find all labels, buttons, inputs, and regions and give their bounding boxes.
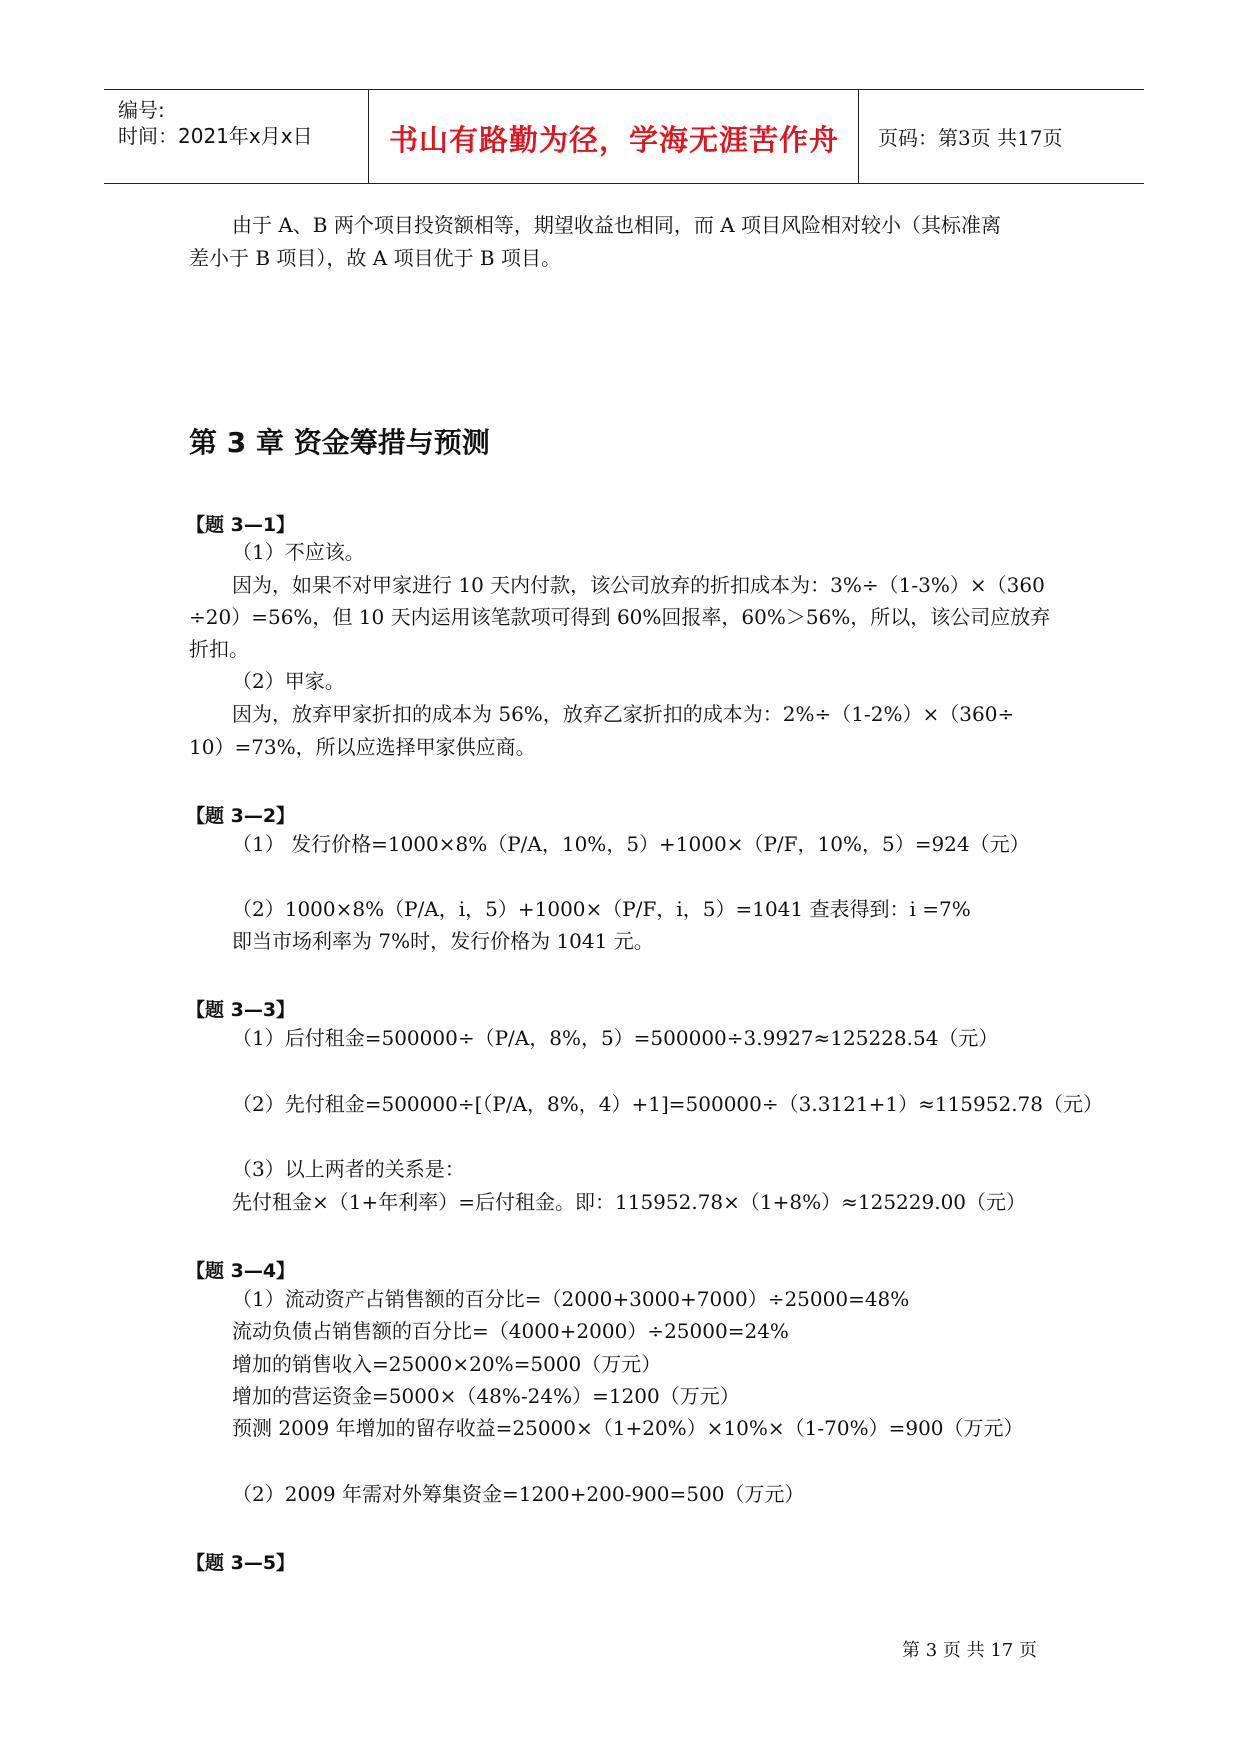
q3-line: （2）先付租金=500000÷[（P/A，8%，4）+1]=500000÷（3.3121+1）≈115952.78（元） [232, 1092, 1104, 1116]
q2-line: （1） 发行价格=1000×8%（P/A，10%，5）+1000×（P/F，10%，5）=924（元） [232, 832, 1030, 856]
q4-line: 预测 2009 年增加的留存收益=25000×（1+20%）×10%×（1-70%）=900（万元） [232, 1416, 1024, 1440]
page-footer: 第 3 页 共 17 页 [902, 1640, 1037, 1661]
q3-line: 先付租金×（1+年利率）=后付租金。即：115952.78×（1+8%）≈125229.00（元） [232, 1190, 1027, 1214]
header-motto-cell [370, 90, 859, 183]
chapter-title: 第 3 章 资金筹措与预测 [189, 426, 490, 459]
q1-line: 10）=73%，所以应选择甲家供应商。 [189, 735, 536, 759]
document-time: 时间：2021年x月x日 [118, 124, 313, 148]
intro-line-1: 由于 A、B 两个项目投资额相等，期望收益也相同，而 A 项目风险相对较小（其标准离 [232, 213, 1002, 237]
q3-line: （3）以上两者的关系是： [232, 1157, 465, 1181]
q1-line: 因为，放弃甲家折扣的成本为 56%，放弃乙家折扣的成本为：2%÷（1-2%）×（360÷ [232, 702, 1015, 726]
q1-line: 因为，如果不对甲家进行 10 天内付款，该公司放弃的折扣成本为：3%÷（1-3%）×（360 [232, 573, 1045, 597]
question-title-3-1: 【题 3—1】 [186, 514, 296, 536]
q1-line: ÷20）=56%，但 10 天内运用该笔款项可得到 60%回报率，60%＞56%，所以，该公司应放弃 [189, 605, 1051, 629]
q1-line: （2）甲家。 [232, 669, 345, 693]
question-title-3-5: 【题 3—5】 [186, 1552, 296, 1574]
header-page-cell [860, 90, 1144, 183]
motto: 书山有路勤为径，学海无涯苦作舟 [388, 123, 839, 157]
document-number-label: 编号: [118, 98, 165, 122]
q1-line: 折扣。 [189, 637, 249, 661]
page-header [104, 89, 1144, 184]
q3-line: （1）后付租金=500000÷（P/A，8%，5）=500000÷3.9927≈125228.54（元） [232, 1026, 999, 1050]
q4-line: （1）流动资产占销售额的百分比=（2000+3000+7000）÷25000=48% [232, 1287, 910, 1311]
q4-line: 增加的销售收入=25000×20%=5000（万元） [232, 1352, 662, 1376]
q4-line: （2）2009 年需对外筹集资金=1200+200-900=500（万元） [232, 1482, 805, 1506]
question-title-3-4: 【题 3—4】 [186, 1260, 296, 1282]
question-title-3-3: 【题 3—3】 [186, 999, 296, 1021]
q4-line: 增加的营运资金=5000×（48%-24%）=1200（万元） [232, 1384, 740, 1408]
q4-line: 流动负债占销售额的百分比=（4000+2000）÷25000=24% [232, 1319, 789, 1343]
header-page-info: 页码：第3页 共17页 [878, 126, 1063, 150]
question-title-3-2: 【题 3—2】 [186, 805, 296, 827]
intro-line-2: 差小于 B 项目），故 A 项目优于 B 项目。 [189, 246, 561, 270]
q1-line: （1）不应该。 [232, 540, 365, 564]
header-meta-cell [104, 90, 369, 183]
q2-line: 即当市场利率为 7%时，发行价格为 1041 元。 [232, 929, 654, 953]
q2-line: （2）1000×8%（P/A，i，5）+1000×（P/F，i，5）=1041 查表得到：i =7% [232, 897, 971, 921]
